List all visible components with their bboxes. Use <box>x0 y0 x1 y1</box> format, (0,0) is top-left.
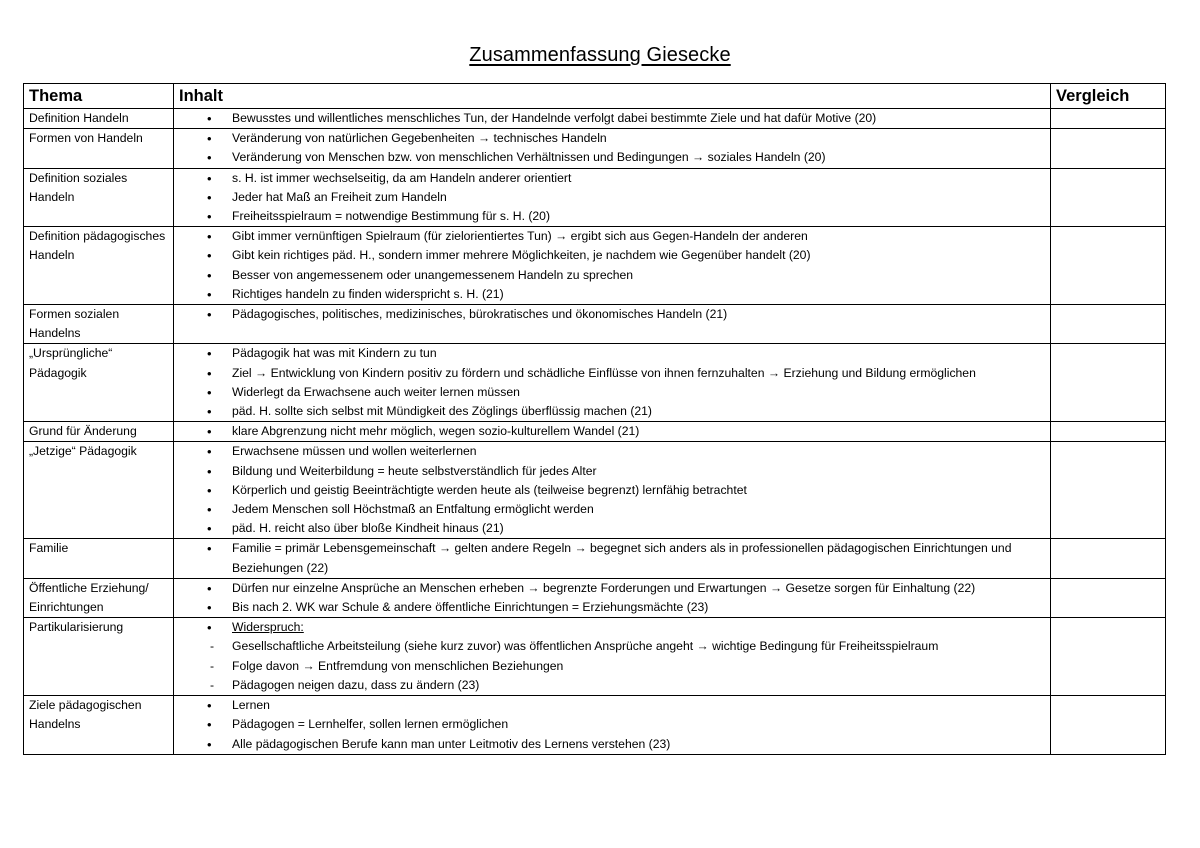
table-row <box>24 442 1166 539</box>
vergleich-cell <box>1051 442 1166 539</box>
inhalt-cell <box>174 696 1051 755</box>
vergleich-cell <box>1051 618 1166 696</box>
list-item: • klare Abgrenzung nicht mehr möglich, wegen sozio-kulturellem Wandel (21) <box>179 422 1046 441</box>
content-list <box>179 227 1046 304</box>
vergleich-cell <box>1051 422 1166 442</box>
content-list <box>179 305 1046 324</box>
thema-cell: Definition soziales Handeln <box>24 168 174 227</box>
table-row <box>24 696 1166 755</box>
content-list <box>179 344 1046 421</box>
sub-list <box>179 637 1046 695</box>
list-item: • Jedem Menschen soll Höchstmaß an Entfaltung ermöglicht werden <box>179 500 1046 519</box>
table-row <box>24 539 1166 578</box>
underlined-heading: Widerspruch: <box>232 620 304 635</box>
table-row <box>24 578 1166 617</box>
table-row <box>24 618 1166 696</box>
list-item: • Besser von angemessenem oder unangemessenem Handeln zu sprechen <box>179 266 1046 285</box>
header-inhalt: Inhalt <box>174 84 1051 109</box>
content-list <box>179 169 1046 227</box>
list-item: • Pädagogisches, politisches, medizinisches, bürokratisches und ökonomisches Handeln (21) <box>179 305 1046 324</box>
thema-cell: Formen von Handeln <box>24 129 174 168</box>
thema-cell: Ziele pädagogischen Handelns <box>24 696 174 755</box>
list-item: • Pädagogen = Lernhelfer, sollen lernen ermöglichen <box>179 715 1046 734</box>
list-item: • Richtiges handeln zu finden widerspricht s. H. (21) <box>179 285 1046 304</box>
list-item: • Freiheitsspielraum = notwendige Bestimmung für s. H. (20) <box>179 207 1046 226</box>
sub-list-item: - Pädagogen neigen dazu, dass zu ändern (23) <box>179 676 1046 695</box>
thema-cell: Definition pädagogisches Handeln <box>24 227 174 305</box>
content-list <box>179 442 1046 538</box>
vergleich-cell <box>1051 344 1166 422</box>
sub-list-item: - Gesellschaftliche Arbeitsteilung (siehe kurz zuvor) was öffentlichen Ansprüche angeht → wichtige Bedingung für Freiheitsspielraum <box>179 637 1046 656</box>
inhalt-cell <box>174 129 1051 168</box>
content-list <box>179 539 1046 577</box>
thema-cell: Formen sozialen Handelns <box>24 305 174 344</box>
thema-cell: „Jetzige“ Pädagogik <box>24 442 174 539</box>
inhalt-cell <box>174 344 1051 422</box>
inhalt-cell <box>174 539 1051 578</box>
inhalt-cell <box>174 442 1051 539</box>
header-thema: Thema <box>24 84 174 109</box>
inhalt-cell <box>174 578 1051 617</box>
content-list <box>179 422 1046 441</box>
content-list <box>179 109 1046 128</box>
content-list <box>179 618 1046 637</box>
list-item: • Körperlich und geistig Beeinträchtigte werden heute als (teilweise begrenzt) lernfähig betrachtet <box>179 481 1046 500</box>
content-list <box>179 579 1046 617</box>
list-item: • Veränderung von Menschen bzw. von menschlichen Verhältnissen und Bedingungen → soziales Handeln (20) <box>179 148 1046 167</box>
list-item: • Gibt kein richtiges päd. H., sondern immer mehrere Möglichkeiten, je nachdem wie Gegenüber handelt (20) <box>179 246 1046 265</box>
vergleich-cell <box>1051 168 1166 227</box>
inhalt-cell <box>174 168 1051 227</box>
vergleich-cell <box>1051 227 1166 305</box>
inhalt-cell <box>174 422 1051 442</box>
table-row <box>24 422 1166 442</box>
list-item: • Pädagogik hat was mit Kindern zu tun <box>179 344 1046 363</box>
content-list <box>179 696 1046 754</box>
thema-cell: „Ursprüngliche“ Pädagogik <box>24 344 174 422</box>
list-item: • Jeder hat Maß an Freiheit zum Handeln <box>179 188 1046 207</box>
vergleich-cell <box>1051 305 1166 344</box>
vergleich-cell <box>1051 578 1166 617</box>
list-item: • Gibt immer vernünftigen Spielraum (für zielorientiertes Tun) → ergibt sich aus Gegen-Handeln der anderen <box>179 227 1046 246</box>
summary-table <box>23 83 1166 755</box>
list-item: • Bildung und Weiterbildung = heute selbstverständlich für jedes Alter <box>179 462 1046 481</box>
thema-cell: Familie <box>24 539 174 578</box>
list-item: • Veränderung von natürlichen Gegebenheiten → technisches Handeln <box>179 129 1046 148</box>
table-row <box>24 129 1166 168</box>
table-row <box>24 227 1166 305</box>
list-item: • Alle pädagogischen Berufe kann man unter Leitmotiv des Lernens verstehen (23) <box>179 735 1046 754</box>
list-item: • Lernen <box>179 696 1046 715</box>
vergleich-cell <box>1051 109 1166 129</box>
list-item: • Familie = primär Lebensgemeinschaft → gelten andere Regeln → begegnet sich anders als in professionellen pädagogischen Einrichtungen und Beziehungen (22) <box>179 539 1046 577</box>
vergleich-cell <box>1051 696 1166 755</box>
sub-list-item: - Folge davon → Entfremdung von menschlichen Beziehungen <box>179 657 1046 676</box>
list-item: • Bewusstes und willentliches menschliches Tun, der Handelnde verfolgt dabei bestimmte Ziele und hat dafür Motive (20) <box>179 109 1046 128</box>
table-header-row <box>24 84 1166 109</box>
list-item: • Widerlegt da Erwachsene auch weiter lernen müssen <box>179 383 1046 402</box>
table-row <box>24 344 1166 422</box>
list-item: • Ziel → Entwicklung von Kindern positiv zu fördern und schädliche Einflüsse von ihnen fernzuhalten → Erziehung und Bildung ermöglichen <box>179 364 1046 383</box>
table-row <box>24 305 1166 344</box>
list-item: • päd. H. reicht also über bloße Kindheit hinaus (21) <box>179 519 1046 538</box>
inhalt-cell <box>174 227 1051 305</box>
inhalt-cell <box>174 109 1051 129</box>
thema-cell: Öffentliche Erziehung/ Einrichtungen <box>24 578 174 617</box>
thema-cell: Grund für Änderung <box>24 422 174 442</box>
thema-cell: Definition Handeln <box>24 109 174 129</box>
vergleich-cell <box>1051 539 1166 578</box>
list-item: • Erwachsene müssen und wollen weiterlernen <box>179 442 1046 461</box>
inhalt-cell <box>174 305 1051 344</box>
thema-cell: Partikularisierung <box>24 618 174 696</box>
list-item <box>179 618 1046 637</box>
list-item: • Dürfen nur einzelne Ansprüche an Menschen erheben → begrenzte Forderungen und Erwartungen → Gesetze sorgen für Einhaltung (22) <box>179 579 1046 598</box>
vergleich-cell <box>1051 129 1166 168</box>
page-title: Zusammenfassung Giesecke <box>469 44 731 66</box>
list-item: • päd. H. sollte sich selbst mit Mündigkeit des Zöglings überflüssig machen (21) <box>179 402 1046 421</box>
header-vergleich: Vergleich <box>1051 84 1166 109</box>
inhalt-cell <box>174 618 1051 696</box>
list-item: • s. H. ist immer wechselseitig, da am Handeln anderer orientiert <box>179 169 1046 188</box>
table-row <box>24 109 1166 129</box>
content-list <box>179 129 1046 167</box>
table-row <box>24 168 1166 227</box>
list-item: • Bis nach 2. WK war Schule & andere öffentliche Einrichtungen = Erziehungsmächte (23) <box>179 598 1046 617</box>
